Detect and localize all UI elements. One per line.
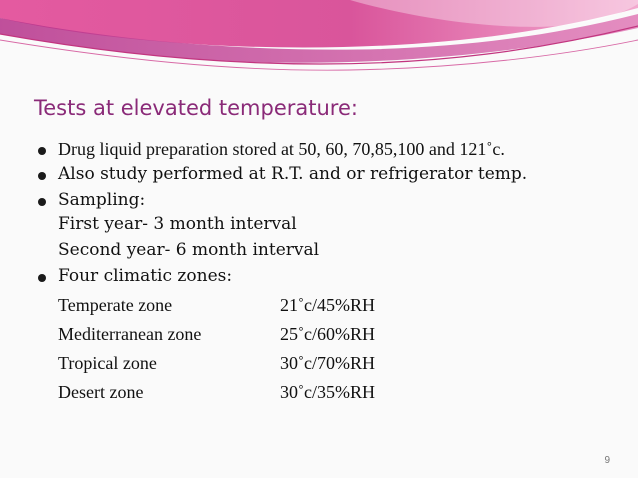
zone-name: Desert zone (58, 382, 144, 402)
decorative-header-banner (0, 0, 638, 80)
zone-value: 30˚c/70%RH (280, 353, 375, 373)
bullet-icon (38, 172, 46, 180)
zone-row (38, 349, 618, 378)
zone-name: Mediterranean zone (58, 324, 202, 344)
bullet-icon (38, 147, 46, 155)
bullet-icon (38, 198, 46, 206)
bullet-icon (38, 274, 46, 282)
zone-row (38, 291, 618, 320)
zone-value: 21˚c/45%RH (280, 295, 375, 315)
bullet-item (38, 138, 618, 160)
bullet-text: Also study performed at R.T. and or refrigerator temp. (58, 164, 528, 184)
bullet-item (38, 265, 618, 287)
bullet-item (38, 163, 618, 185)
page-number: 9 (604, 455, 610, 466)
zone-value: 30˚c/35%RH (280, 382, 375, 402)
bullet-item (38, 189, 618, 211)
bullet-list (38, 138, 618, 407)
zone-name: Temperate zone (58, 295, 173, 315)
sampling-line: First year- 3 month interval (58, 214, 297, 234)
zone-value: 25˚c/60%RH (280, 324, 375, 344)
zone-row (38, 320, 618, 349)
sampling-line: Second year- 6 month interval (58, 240, 320, 260)
bullet-text: Four climatic zones: (58, 266, 233, 286)
climatic-zone-table (38, 291, 618, 407)
zone-name: Tropical zone (58, 353, 157, 373)
bullet-text: Sampling: (58, 190, 146, 210)
bullet-text: Drug liquid preparation stored at 50, 60, 70,85,100 and 121˚c. (58, 139, 505, 159)
zone-row (38, 378, 618, 407)
slide-title: Tests at elevated temperature: (34, 96, 358, 120)
